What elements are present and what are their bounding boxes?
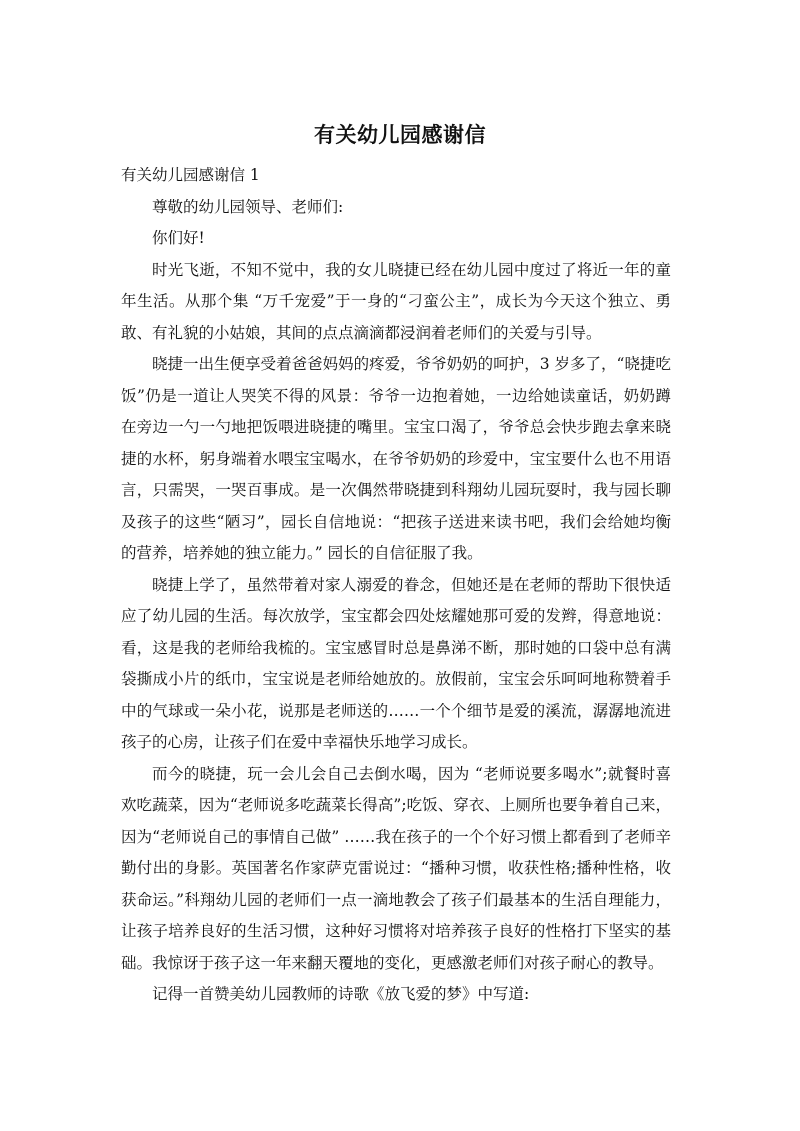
body-paragraph: 时光飞逝，不知不觉中，我的女儿晓捷已经在幼儿园中度过了将近一年的童年生活。从那个集 “万千宠爱”于一身的“刁蛮公主”，成长为今天这个独立、勇敢、有礼貌的小姑娘，其间的点点滴滴都浸润着老师们的关爱与引导。: [121, 260, 671, 342]
document-title: 有关幼儿园感谢信: [314, 123, 486, 147]
document-body: [121, 160, 671, 1011]
document-subtitle: 有关幼儿园感谢信 1: [121, 166, 260, 184]
body-paragraph: 晓捷一出生便享受着爸爸妈妈的疼爱，爷爷奶奶的呵护，3 岁多了，“晓捷吃饭”仍是一道让人哭笑不得的风景：爷爷一边抱着她，一边给她读童话，奶奶蹲在旁边一勺一勺地把饭喂进晓捷的嘴里。宝宝口渴了，爷爷总会快步跑去拿来晓捷的水杯，躬身端着水喂宝宝喝水，在爷爷奶奶的珍爱中，宝宝要什么也不用语言，只需哭，一哭百事成。是一次偶然带晓捷到科翔幼儿园玩耍时，我与园长聊及孩子的这些“陋习”，园长自信地说：“把孩子送进来读书吧，我们会给她均衡的营养，培养她的独立能力。” 园长的自信征服了我。: [121, 355, 671, 562]
body-paragraph: 晓捷上学了，虽然带着对家人溺爱的眷念，但她还是在老师的帮助下很快适应了幼儿园的生活。每次放学，宝宝都会四处炫耀她那可爱的发辫，得意地说：看，这是我的老师给我梳的。宝宝感冒时总是鼻涕不断，那时她的口袋中总有满袋撕成小片的纸巾，宝宝说是老师给她放的。放假前，宝宝会乐呵呵地称赞着手中的气球或一朵小花，说那是老师送的……一个个细节是爱的溪流，潺潺地流进孩子的心房，让孩子们在爱中幸福快乐地学习成长。: [121, 575, 671, 751]
body-paragraph: 记得一首赞美幼儿园教师的诗歌《放飞爱的梦》中写道:: [152, 985, 530, 1003]
greeting-paragraph: 你们好!: [152, 229, 205, 247]
body-paragraph: 而今的晓捷，玩一会儿会自己去倒水喝，因为 “老师说要多喝水”;就餐时喜欢吃蔬菜，因为“老师说多吃蔬菜长得高”;吃饭、穿衣、上厕所也要争着自己来，因为“老师说自己的事情自己做” ……我在孩子的一个个好习惯上都看到了老师辛勤付出的身影。英国著名作家萨克雷说过：“播种习惯，收获性格;播种性格，收获命运。”科翔幼儿园的老师们一点一滴地教会了孩子们最基本的生活自理能力，让孩子培养良好的生活习惯，这种好习惯将对培养孩子良好的性格打下坚实的基础。我惊讶于孩子这一年来翻天覆地的变化，更感激老师们对孩子耐心的教导。: [121, 764, 671, 972]
salutation-paragraph: 尊敬的幼儿园领导、老师们:: [152, 197, 344, 216]
